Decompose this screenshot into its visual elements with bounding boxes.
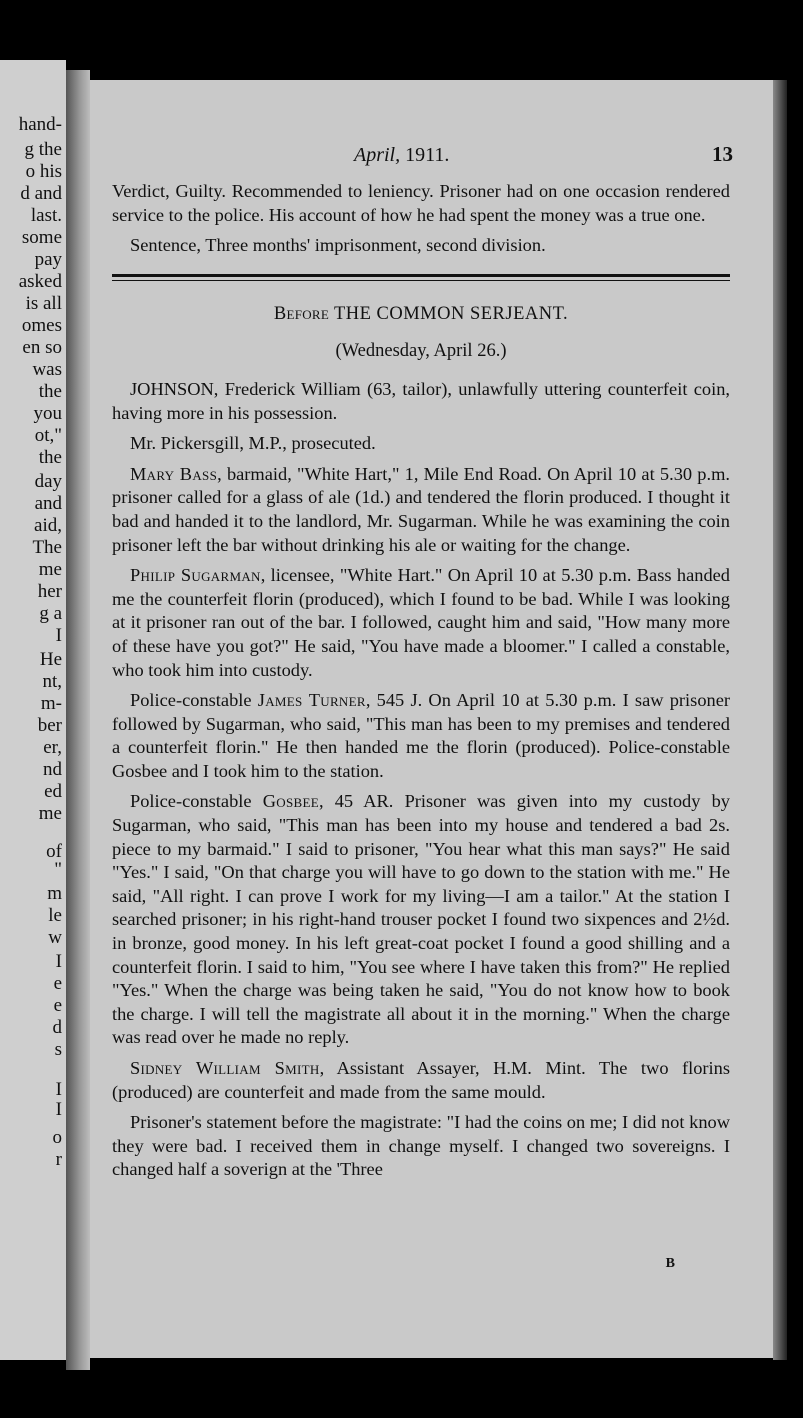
- book-gutter: [66, 70, 90, 1370]
- witness-name: Philip Sugarman: [130, 565, 261, 586]
- witness-name: James Turner: [257, 690, 366, 711]
- facing-page-line: d and: [20, 183, 62, 204]
- testimony-text: , 545 J. On April 10 at 5.30 p.m. I saw prisoner followed by Sugarman, who said, "This man has been to my premises and tendered a counterfeit florin." He then handed me the florin (produced). Police-constable Gosbee and I took him to the station.: [112, 690, 731, 781]
- heading-before: Before: [273, 303, 330, 324]
- witness-name: Gosbee: [262, 791, 319, 812]
- facing-page-line: pay: [34, 249, 62, 270]
- facing-page-line: g the: [24, 139, 62, 160]
- witness-rank: Police-constable: [130, 791, 263, 812]
- testimony-paragraph: [112, 1057, 730, 1104]
- facing-page-line: last.: [30, 205, 62, 226]
- facing-page-line: her: [37, 581, 62, 602]
- testimony-text: , 45 AR. Prisoner was given into my custody by Sugarman, who said, "This man has been into my house and tendered a bad 2s. piece to my barmaid." I said to prisoner, "You hear what this man says?" He said "Yes." I said, "On that charge you will have to go down to the station with me." He said, "All right. I can prove I work for my living—I am a tailor." At the station I searched prisoner; in his right-hand trouser pocket I found two sixpences and 2½d. in bronze, good money. In his left great-coat pocket I found a good shilling and a counterfeit florin. I said to him, "You see where I have taken this from?" He replied "Yes." When the charge was being taken he said, "You do not know how to book the charge. I will tell the magistrate all about it in the morning." When the charge was read over he made no reply.: [112, 791, 730, 1048]
- facing-page-line: I: [55, 625, 62, 646]
- facing-page-line: the: [38, 447, 62, 468]
- witness-name: Mary Bass: [130, 463, 218, 484]
- facing-page-line: ber: [37, 715, 62, 736]
- facing-page-line: e: [53, 973, 62, 994]
- testimony-text: , Assistant Assayer, H.M. Mint. The two florins (produced) are counterfeit and made from the same mould.: [112, 1058, 730, 1102]
- facing-page-line: e: [53, 995, 62, 1016]
- facing-page-line: en so: [22, 337, 62, 358]
- defendant-paragraph: JOHNSON, Frederick William (63, tailor), unlawfully uttering counterfeit coin, having more in his possession.: [112, 378, 730, 423]
- facing-page-line: I: [55, 1099, 62, 1120]
- facing-page-line: was: [32, 359, 62, 380]
- page-edge: [773, 80, 787, 1360]
- facing-page-line: m-: [40, 693, 62, 714]
- facing-page-line: d: [52, 1017, 62, 1038]
- facing-page-line: nt,: [42, 671, 62, 692]
- signature-mark: B: [665, 1256, 675, 1271]
- section-divider: [112, 274, 730, 281]
- facing-page-line: ": [54, 859, 62, 880]
- facing-page-line: me: [38, 559, 62, 580]
- facing-page-fragment: [0, 60, 66, 1360]
- page-number: 13: [712, 142, 733, 166]
- facing-page-line: le: [48, 905, 62, 926]
- facing-page-line: w: [48, 927, 62, 948]
- book-page: [90, 80, 773, 1358]
- prosecution-paragraph: Mr. Pickersgill, M.P., prosecuted.: [130, 433, 376, 454]
- facing-page-line: aid,: [34, 515, 62, 536]
- facing-page-line: and: [34, 493, 62, 514]
- session-date: (Wednesday, April 26.): [335, 341, 507, 362]
- facing-page-line: r: [55, 1149, 62, 1170]
- sentence-paragraph: Sentence, Three months' imprisonment, second division.: [130, 235, 546, 256]
- testimony-paragraph: [112, 463, 730, 557]
- facing-page-line: s: [54, 1039, 62, 1060]
- facing-page-line: you: [33, 403, 62, 424]
- date-year: 1911.: [405, 144, 450, 166]
- testimony-paragraph: [112, 689, 730, 783]
- testimony-text: , licensee, "White Hart." On April 10 at 5.30 p.m. Bass handed me the counterfeit florin (produced), which I found to be bad. While I was looking at it prisoner ran out of the bar. I followed, caught him and said, "How many more of these have you got?" He said, "You have made a bloomer." I called a constable, who took him into custody.: [112, 565, 730, 680]
- facing-page-line: The: [32, 537, 62, 558]
- testimony-paragraph: [112, 564, 730, 682]
- facing-page-line: ot,": [34, 425, 62, 446]
- facing-page-line: o his: [25, 161, 62, 182]
- facing-page-line: asked: [18, 271, 62, 292]
- facing-page-line: m: [47, 883, 62, 904]
- date-month: April,: [354, 144, 401, 166]
- facing-page-line: day: [34, 471, 62, 492]
- facing-page-line: I: [55, 951, 62, 972]
- facing-page-line: g a: [39, 603, 62, 624]
- facing-page-line: ed: [44, 781, 62, 802]
- facing-page-line: er,: [43, 737, 62, 758]
- heading-court: THE COMMON SERJEANT.: [333, 303, 569, 324]
- witness-name: Sidney William Smith: [130, 1058, 320, 1078]
- facing-page-line: hand-: [18, 114, 62, 135]
- facing-page-line: He: [39, 649, 62, 670]
- facing-page-line: o: [52, 1127, 62, 1148]
- facing-page-line: me: [38, 803, 62, 824]
- prisoner-statement: Prisoner's statement before the magistrate: "I had the coins on me; I did not know they were bad. I received them in change myself. I changed two sovereigns. I changed half a soverign at the 'Three: [112, 1112, 730, 1180]
- facing-page-line: of: [46, 841, 62, 862]
- testimony-paragraph: [112, 790, 730, 1050]
- section-heading: [112, 303, 730, 327]
- facing-page-line: some: [21, 227, 62, 248]
- facing-page-line: I: [55, 1079, 62, 1100]
- verdict-paragraph: Verdict, Guilty. Recommended to leniency. Prisoner had on one occasion rendered service to the police. His account of how he had spent the money was a true one.: [112, 181, 730, 225]
- facing-page-line: nd: [43, 759, 62, 780]
- facing-page-line: the: [38, 381, 62, 402]
- testimony-text: , barmaid, "White Hart," 1, Mile End Road. On April 10 at 5.30 p.m. prisoner called for a glass of ale (1d.) and tendered the florin produced. I thought it bad and handed it to the landlord, Mr. Sugarman. While he was examining the coin prisoner left the bar without drinking his ale or waiting for the change.: [112, 463, 730, 555]
- facing-page-line: is all: [25, 293, 62, 314]
- running-head: [90, 144, 773, 170]
- page-body: [112, 180, 730, 1189]
- witness-rank: Police-constable: [130, 690, 258, 711]
- page-date: [354, 144, 449, 167]
- facing-page-line: omes: [21, 315, 62, 336]
